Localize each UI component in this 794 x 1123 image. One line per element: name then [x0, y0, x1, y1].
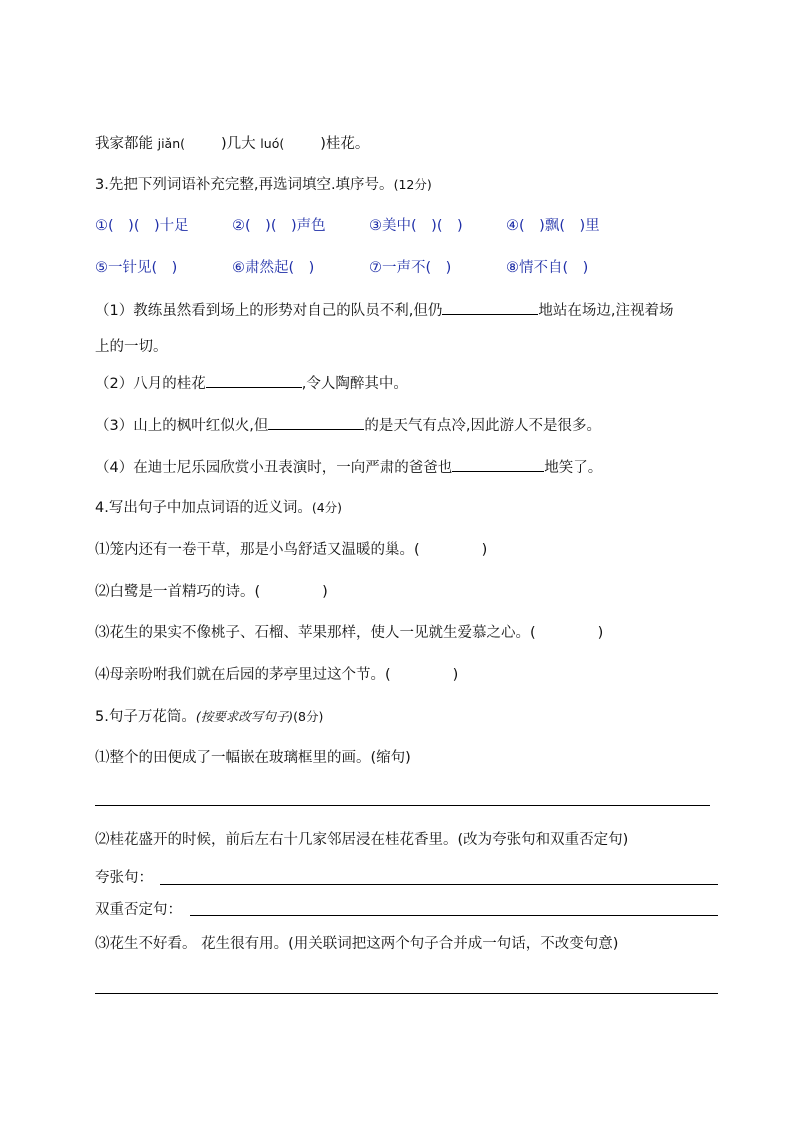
q3-title: 3.先把下列词语补充完整,再选词填空.填序号。(12分)	[95, 177, 432, 193]
option-5: ⑤一针见( )	[95, 260, 178, 276]
option-7: ⑦一声不( )	[369, 260, 452, 276]
option-8: ⑧情不自( )	[506, 260, 589, 276]
option-2: ②( )( )声色	[232, 218, 326, 234]
q5-sentence-3: ⑶花生不好看。 花生很有用。(用关联词把这两个句子合并成一句话，不改变句意)	[95, 936, 619, 952]
q5-title: 5.句子万花筒。(按要求改写句子)(8分)	[95, 709, 324, 725]
answer-line-double-negative[interactable]	[190, 915, 718, 916]
answer-blank-1[interactable]	[442, 300, 538, 315]
q5-sentence-2: ⑵桂花盛开的时候，前后左右十几家邻居浸在桂花香里。(改为夸张句和双重否定句)	[95, 832, 629, 848]
double-negative-label: 双重否定句：	[95, 902, 182, 918]
option-4: ④( )飘( )里	[506, 218, 600, 234]
q4-score: (4分)	[311, 500, 343, 515]
option-1: ①( )( )十足	[95, 218, 189, 234]
q2-prefix: 我家都能	[95, 136, 153, 152]
q4-item-4: ⑷母亲吩咐我们就在后园的茅亭里过这个节。( )	[95, 667, 459, 683]
q5-sentence-1: ⑴整个的田便成了一幅嵌在玻璃框里的画。(缩句)	[95, 750, 411, 766]
q5-note: (按要求改写句子)	[195, 709, 294, 724]
pinyin-luo: luó(	[260, 136, 285, 151]
pinyin-jian: jiǎn(	[157, 136, 186, 151]
answer-blank-3[interactable]	[268, 415, 364, 430]
q4-item-2: ⑵白鹭是一首精巧的诗。( )	[95, 584, 328, 600]
q3-sentence-4: （4）在迪士尼乐园欣赏小丑表演时，一向严肃的爸爸也 地笑了。	[95, 457, 602, 478]
q3-sentence-2: （2）八月的桂花 ,令人陶醉其中。	[95, 373, 408, 394]
q3-score: (12分)	[393, 177, 432, 192]
option-6: ⑥肃然起( )	[232, 260, 315, 276]
q4-title: 4.写出句子中加点词语的近义词。(4分)	[95, 500, 343, 516]
q5-score: (8分)	[293, 709, 324, 724]
q3-sentence-1-cont: 上的一切。	[95, 339, 168, 355]
answer-line-1[interactable]	[95, 805, 710, 806]
q2-fill-line	[95, 134, 369, 154]
exaggeration-label: 夸张句：	[95, 870, 153, 886]
answer-blank-4[interactable]	[452, 457, 544, 472]
q3-sentence-3: （3）山上的枫叶红似火,但 的是天气有点冷,因此游人不是很多。	[95, 415, 601, 436]
q4-item-1: ⑴笼内还有一卷干草，那是小鸟舒适又温暖的巢。( )	[95, 542, 488, 558]
answer-line-3[interactable]	[95, 993, 718, 994]
answer-blank-2[interactable]	[206, 373, 302, 388]
q2-end: )桂花。	[320, 136, 370, 152]
answer-line-exaggeration[interactable]	[160, 884, 718, 885]
q3-sentence-1: （1）教练虽然看到场上的形势对自己的队员不利,但仍 地站在场边,注视着场	[95, 300, 673, 321]
q4-item-3: ⑶花生的果实不像桃子、石榴、苹果那样，使人一见就生爱慕之心。( )	[95, 625, 604, 641]
q2-mid: )几大	[221, 136, 256, 152]
option-3: ③美中( )( )	[369, 218, 463, 234]
